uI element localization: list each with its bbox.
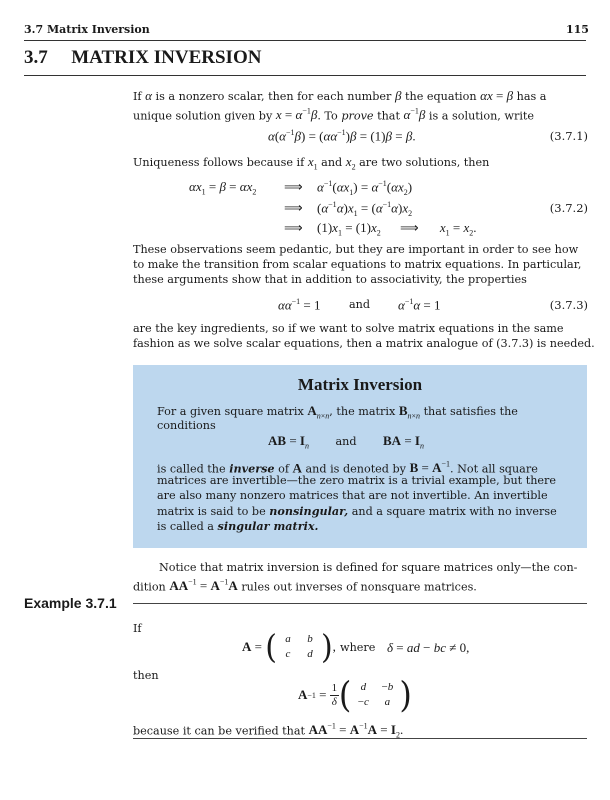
definition-line-2: conditions [157, 419, 216, 432]
definition-line-3: is called the inverse of A and is denoted by $B = A^{-1}$. Not all square [157, 460, 538, 476]
definition-line-1: For a given square matrix $A_{n\times n}$, the matrix $B_{n\times n}$ that satisfies the [157, 403, 518, 421]
para2-line-3: these arguments show that in addition to associativity, the properties [133, 273, 527, 286]
equation-3-7-2-line-1: $\alpha x_1 = \beta = \alpha x_2$ [189, 179, 257, 197]
eq-tag-3-7-2: (3.7.2) [549, 201, 588, 215]
example-top-rule [133, 603, 587, 604]
notice-line-1: Notice that matrix inversion is defined for square matrices only—the con- [159, 561, 578, 574]
header-rule [24, 40, 586, 41]
equation-3-7-2-line-2: $(\alpha^{-1}\alpha)x_1 = (\alpha^{-1}\alpha)x_2$ [317, 200, 413, 218]
example-label: Example 3.7.1 [24, 595, 117, 611]
para2-line-2: to make the transition from scalar equations to matrix equations. In particular, [133, 258, 582, 271]
para3-line-2: fashion as we solve scalar equations, then a matrix analogue of (3.7.3) is needed. [133, 337, 595, 350]
implies-2: ⟹ [284, 200, 303, 215]
determinant-condition: δ = ad − bc ≠ 0, [387, 640, 470, 655]
inverse-formula: A −1 = 1 δ ( d −b −c a ) [298, 674, 412, 716]
implies-3: ⟹ [284, 220, 303, 235]
notice-line-2: dition $AA^{-1} = A^{-1}A$ rules out inverses of nonsquare matrices. [133, 578, 477, 594]
section-title [24, 47, 261, 69]
example-because-line: because it can be verified that $AA^{-1} = A^{-1}A = I_2$. [133, 722, 404, 740]
running-header-section: 3.7 Matrix Inversion [24, 23, 150, 36]
page-number: 115 [566, 23, 589, 36]
definition-line-4: matrices are invertible—the zero matrix is a trivial example, but there [157, 474, 556, 487]
definition-title: Matrix Inversion [297, 375, 423, 394]
example-bottom-rule [133, 738, 587, 739]
definition-line-6: matrix is said to be nonsingular, and a square matrix with no inverse [157, 504, 557, 518]
implies-1: ⟹ [284, 179, 303, 194]
example-if: If [133, 622, 142, 635]
example-where: where [340, 641, 376, 654]
eq-tag-3-7-1: (3.7.1) [549, 129, 588, 143]
example-then: then [133, 669, 159, 682]
intro-line-2: unique solution given by $x = \alpha^{-1}\beta$. To prove that $\alpha^{-1}\beta$ is a solution, write [133, 107, 535, 123]
eq-tag-3-7-3: (3.7.3) [549, 298, 588, 312]
equation-3-7-3: $\alpha\alpha^{-1} = 1$ [278, 297, 321, 313]
section-title-text: MATRIX INVERSION [71, 47, 262, 68]
equation-3-7-1: $\alpha(\alpha^{-1}\beta) = (\alpha\alpha^{-1})\beta = (1)\beta = \beta$. [268, 128, 416, 144]
definition-conditions: AB = $I_n$ and BA = $I_n$ [268, 433, 424, 451]
para3-line-1: are the key ingredients, so if we want to solve matrix equations in the same [133, 322, 564, 335]
definition-line-5: are also many nonzero matrices that are not invertible. An invertible [157, 489, 548, 502]
definition-line-7: is called a singular matrix. [157, 519, 319, 533]
para2-line-1: These observations seem pedantic, but they are important in order to see how [133, 243, 579, 256]
uniqueness-line: Uniqueness follows because if $x_1$ and $x_2$ are two solutions, then [133, 154, 490, 172]
section-rule [24, 75, 586, 76]
matrix-a-definition: A = ( a b c d ) , [242, 627, 336, 667]
intro-line-1: If α is a nonzero scalar, then for each number β the equation αx = β has a [133, 88, 547, 103]
section-number: 3.7 [24, 47, 48, 68]
equation-3-7-2-line-3: $(1)x_1 = (1)x_2$ ⟹ $x_1 = x_2$. [317, 220, 477, 238]
eq-3-7-3-and: and [349, 298, 371, 311]
